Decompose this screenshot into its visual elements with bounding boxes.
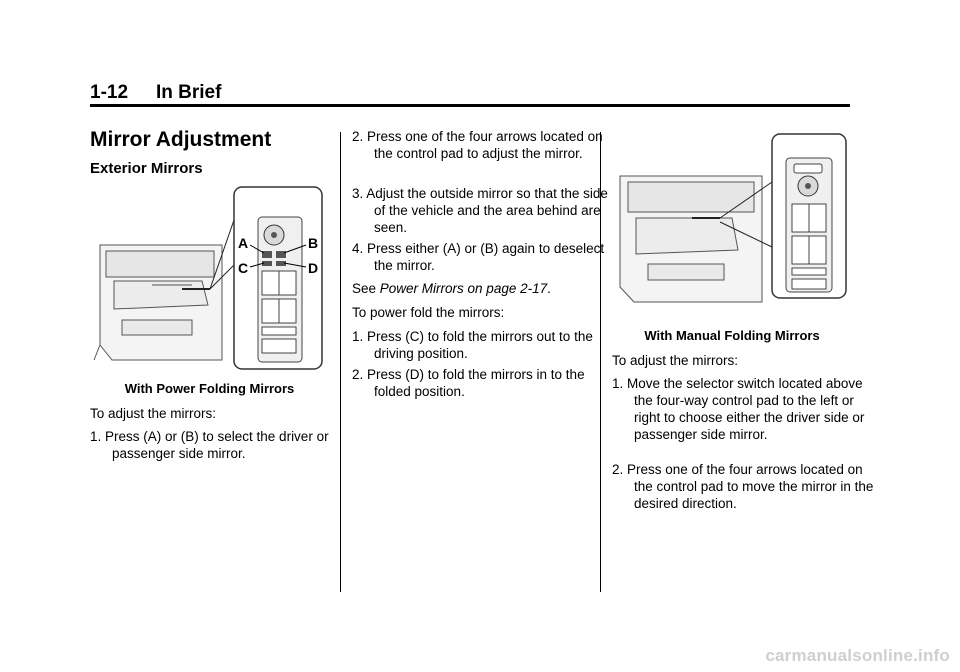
col3-step2: 2. Press one of the four arrows located on the control pad to move the mirror in the desired direction. bbox=[612, 462, 874, 511]
label-b: B bbox=[308, 235, 319, 251]
heading-mirror-adjustment: Mirror Adjustment bbox=[90, 128, 272, 151]
button-a bbox=[262, 251, 272, 258]
col3-intro: To adjust the mirrors: bbox=[612, 353, 739, 368]
column-divider-1 bbox=[340, 132, 341, 592]
see-prefix: See bbox=[352, 281, 380, 296]
col1-step1: 1. Press (A) or (B) to select the driver or passenger side mirror. bbox=[90, 429, 329, 461]
figure-manual-folding-mirrors bbox=[612, 132, 852, 322]
button-b bbox=[276, 251, 286, 258]
col3-step1: 1. Move the selector switch located above the four-way control pad to the left or right to choose either the driver side or passenger side mirror. bbox=[612, 376, 865, 442]
label-d: D bbox=[308, 260, 319, 276]
figure2-caption: With Manual Folding Mirrors bbox=[644, 328, 820, 343]
col1-intro: To adjust the mirrors: bbox=[90, 406, 217, 421]
see-reference bbox=[352, 280, 592, 297]
col2-step4: 4. Press either (A) or (B) again to deselect the mirror. bbox=[352, 241, 605, 273]
col2-fold-intro: To power fold the mirrors: bbox=[352, 305, 505, 320]
subheading-exterior-mirrors: Exterior Mirrors bbox=[90, 160, 203, 177]
col2-step3: 3. Adjust the outside mirror so that the side of the vehicle and the area behind are seen. bbox=[352, 186, 608, 235]
col2-fold1: 1. Press (C) to fold the mirrors out to the driving position. bbox=[352, 329, 593, 361]
col2-step2: 2. Press one of the four arrows located on the control pad to adjust the mirror. bbox=[352, 129, 603, 161]
see-suffix: . bbox=[547, 281, 551, 296]
label-a: A bbox=[238, 235, 249, 251]
figure-power-folding-mirrors bbox=[92, 185, 327, 375]
page-number: 1-12 bbox=[90, 82, 129, 103]
door-lock-switch-2 bbox=[792, 279, 826, 289]
header-rule bbox=[90, 104, 850, 107]
page-header bbox=[90, 82, 850, 106]
selector-switch bbox=[794, 164, 822, 173]
figure1-caption: With Power Folding Mirrors bbox=[124, 381, 295, 396]
section-title: In Brief bbox=[156, 82, 222, 103]
lock-switch bbox=[262, 327, 296, 335]
door-lock-switch bbox=[262, 339, 296, 353]
watermark: carmanualsonline.info bbox=[765, 646, 950, 665]
power-mirrors-link[interactable]: Power Mirrors on page 2-17 bbox=[379, 281, 548, 296]
col2-fold2: 2. Press (D) to fold the mirrors in to the folded position. bbox=[352, 367, 585, 399]
label-c: C bbox=[238, 260, 249, 276]
lock-switch-2 bbox=[792, 268, 826, 275]
door-illustration-2 bbox=[620, 176, 762, 302]
door-illustration bbox=[94, 245, 222, 360]
